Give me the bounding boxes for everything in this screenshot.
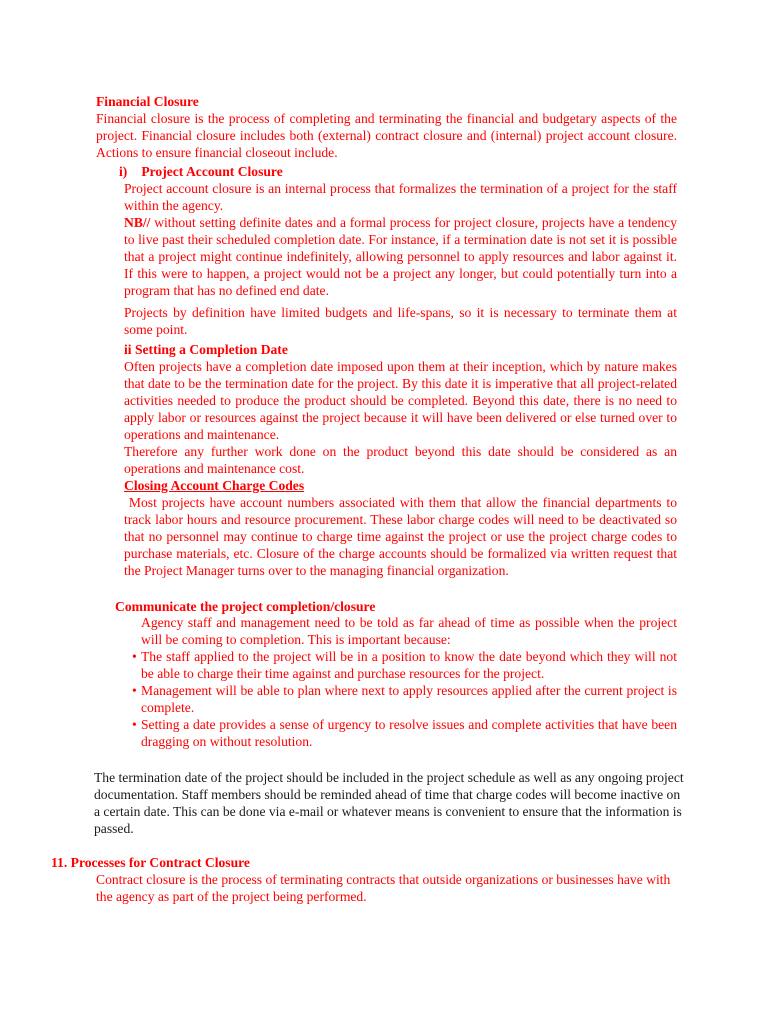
nb-text: without setting definite dates and a formal process for project closure, projects have a tendency to live past their scheduled completion date. For instance, if a termination date is not set it is possible that a project might continue indefinitely, allowing personnel to apply resources and labor against it. If this were to happen, a project would not be a project any longer, but could potentially turn into a program that has no defined end date. xyxy=(124,215,677,298)
bullet-dot: • xyxy=(132,683,137,698)
section-title: Project Account Closure xyxy=(141,164,283,179)
charge-codes-heading: Closing Account Charge Codes xyxy=(124,478,305,493)
bullet-text: Setting a date provides a sense of urgency to resolve issues and complete activities that have been dragging on without resolution. xyxy=(141,717,677,749)
communicate-bullet-list xyxy=(132,648,677,750)
contract-closure-para: Contract closure is the process of terminating contracts that outside organizations or businesses have with the agency as part of the project being performed. xyxy=(96,872,671,904)
list-item xyxy=(132,716,677,750)
financial-closure-intro: Financial closure is the process of completing and terminating the financial and budgetary aspects of the project. Financial closure includes both (external) contract closure and (internal) project account closure. Actions to ensure financial closeout include. xyxy=(96,111,677,160)
contract-closure-heading: 11. Processes for Contract Closure xyxy=(51,855,250,870)
maintenance-cost-para: Therefore any further work done on the product beyond this date should be considered as an operations and maintenance cost. xyxy=(124,444,677,476)
termination-date-para: The termination date of the project should be included in the project schedule as well as any ongoing project documentation. Staff members should be reminded ahead of time that charge codes will become inactive on a certain date. This can be done via e-mail or whatever means is convenient to ensure that the information is passed. xyxy=(94,770,684,836)
nb-paragraph xyxy=(124,214,677,299)
list-item xyxy=(132,682,677,716)
communicate-intro: Agency staff and management need to be told as far ahead of time as possible when the project will be coming to completion. This is important because: xyxy=(141,615,677,647)
bullet-text: The staff applied to the project will be in a position to know the date beyond which they will not be able to charge their time against and purchase resources for the project. xyxy=(141,649,677,681)
project-account-closure-para: Project account closure is an internal process that formalizes the termination of a project for the staff within the agency. xyxy=(124,181,677,213)
section-number: i) xyxy=(119,164,128,179)
limited-budgets-para: Projects by definition have limited budgets and life-spans, so it is necessary to terminate them at some point. xyxy=(124,305,677,337)
communicate-heading: Communicate the project completion/closure xyxy=(115,599,376,614)
completion-date-heading: ii Setting a Completion Date xyxy=(124,342,288,357)
completion-date-para: Often projects have a completion date imposed upon them at their inception, which by nature makes that date to be the termination date for the project. By this date it is imperative that all project-related activities needed to produce the product should be completed. Beyond this date, there is no need to apply labor or resources against the project because it will have been delivered or else turned over to operations and maintenance. xyxy=(124,359,677,442)
financial-closure-heading: Financial Closure xyxy=(96,94,199,109)
charge-codes-para: Most projects have account numbers associated with them that allow the financial departments to track labor hours and resource procurement. These labor charge codes will need to be deactivated so that no personnel may continue to charge time against the project or use the project charge codes to purchase materials, etc. Closure of the charge accounts should be formalized via written request that the Project Manager turns over to the managing financial organization. xyxy=(124,495,681,578)
nb-label: NB// xyxy=(124,215,151,230)
bullet-dot: • xyxy=(132,717,137,732)
list-item xyxy=(132,648,677,682)
project-account-closure-heading xyxy=(119,163,283,180)
bullet-dot: • xyxy=(132,649,137,664)
bullet-text: Management will be able to plan where next to apply resources applied after the current project is complete. xyxy=(141,683,677,715)
